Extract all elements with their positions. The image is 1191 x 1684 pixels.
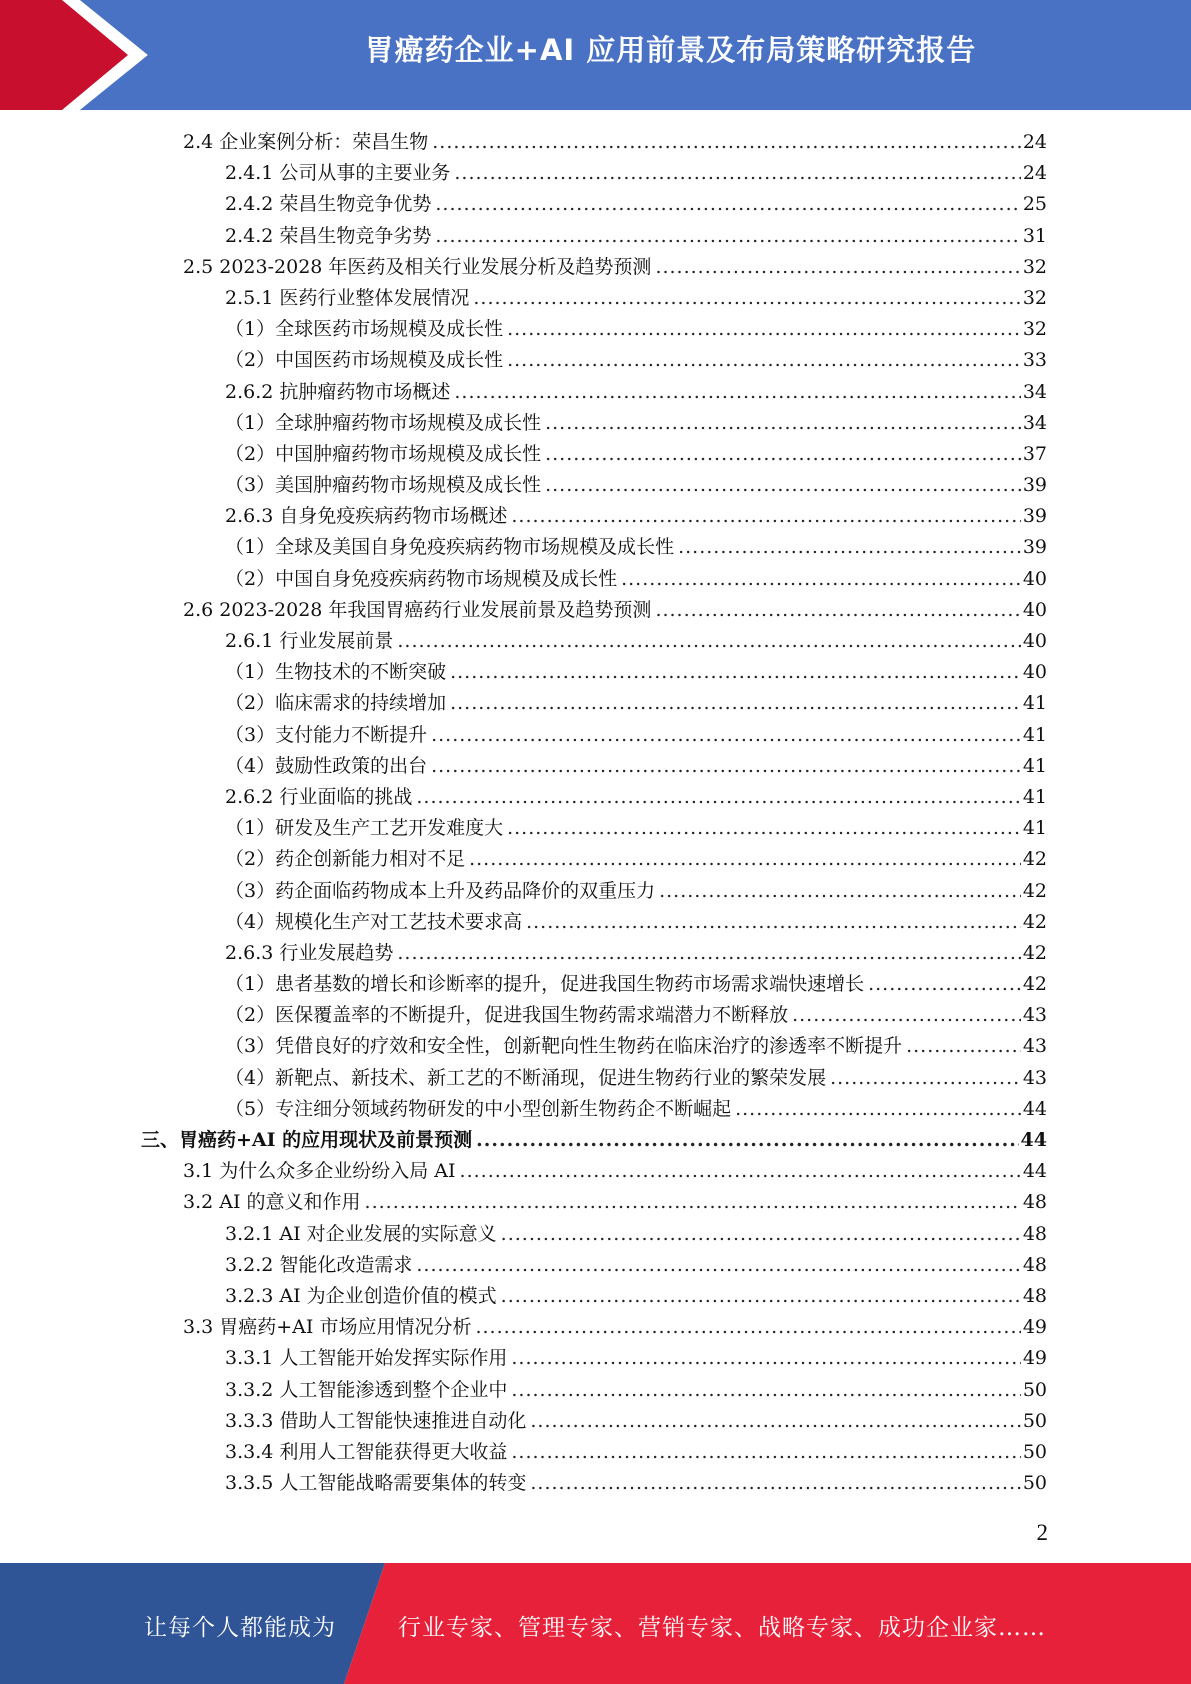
toc-entry-page: 39 bbox=[1022, 536, 1047, 559]
toc-entry-label: 3.2 AI 的意义和作用 bbox=[183, 1191, 361, 1214]
toc-entry-label: （3）支付能力不断提升 bbox=[225, 723, 428, 746]
report-title: 胃癌药企业+AI 应用前景及布局策略研究报告 bbox=[364, 33, 977, 67]
toc-entry-label: 3.3 胃癌药+AI 市场应用情况分析 bbox=[183, 1316, 472, 1339]
toc-entry-page: 42 bbox=[1022, 973, 1047, 996]
toc-dot-leader bbox=[432, 127, 1021, 158]
toc-dot-leader bbox=[906, 1031, 1021, 1062]
toc-entry-label: （5）专注细分领域药物研发的中小型创新生物药企不断崛起 bbox=[225, 1097, 732, 1120]
toc-entry-page: 34 bbox=[1022, 380, 1047, 403]
toc-dot-leader bbox=[397, 938, 1020, 969]
toc-entry[interactable] bbox=[0, 751, 1191, 782]
toc-dot-leader bbox=[475, 1312, 1020, 1343]
toc-entry[interactable] bbox=[0, 688, 1191, 719]
toc-entry-label: 2.4.2 荣昌生物竞争劣势 bbox=[225, 224, 432, 247]
toc-entry[interactable] bbox=[0, 470, 1191, 501]
toc-entry-page: 40 bbox=[1022, 630, 1047, 652]
toc-dot-leader bbox=[511, 501, 1020, 532]
toc-entry[interactable] bbox=[0, 657, 1191, 688]
toc-dot-leader bbox=[545, 470, 1021, 501]
toc-dot-leader bbox=[735, 1094, 1021, 1125]
toc-entry[interactable] bbox=[0, 1250, 1191, 1281]
toc-entry-label: （1）全球医药市场规模及成长性 bbox=[225, 318, 504, 341]
toc-entry-page: 48 bbox=[1022, 1191, 1047, 1214]
toc-entry-label: 2.6 2023-2028 年我国胃癌药行业发展前景及趋势预测 bbox=[183, 598, 652, 621]
toc-entry[interactable] bbox=[0, 844, 1191, 875]
toc-dot-leader bbox=[792, 1000, 1021, 1031]
toc-entry[interactable] bbox=[0, 189, 1191, 220]
table-of-contents bbox=[0, 127, 1191, 1499]
toc-entry[interactable] bbox=[0, 720, 1191, 751]
toc-entry-page: 37 bbox=[1022, 442, 1047, 465]
toc-entry-label: （3）美国肿瘤药物市场规模及成长性 bbox=[225, 474, 542, 497]
toc-entry-page: 49 bbox=[1022, 1347, 1047, 1370]
toc-entry-page: 41 bbox=[1022, 785, 1047, 808]
toc-dot-leader bbox=[476, 1125, 1018, 1156]
toc-entry[interactable] bbox=[0, 626, 1191, 657]
toc-entry[interactable] bbox=[0, 938, 1191, 969]
toc-dot-leader bbox=[397, 626, 1020, 657]
toc-entry-label: 2.6.2 抗肿瘤药物市场概述 bbox=[225, 380, 451, 403]
toc-entry-page: 40 bbox=[1022, 661, 1047, 684]
toc-entry-label: 2.6.3 自身免疫疾病药物市场概述 bbox=[225, 505, 508, 528]
toc-entry-page: 41 bbox=[1022, 692, 1047, 715]
toc-dot-leader bbox=[469, 844, 1021, 875]
toc-entry[interactable] bbox=[0, 595, 1191, 626]
toc-entry-page: 43 bbox=[1022, 1066, 1047, 1089]
toc-entry[interactable] bbox=[0, 907, 1191, 938]
toc-dot-leader bbox=[507, 813, 1021, 844]
toc-entry[interactable] bbox=[0, 501, 1191, 532]
toc-entry-label: 三、胃癌药+AI 的应用现状及前景预测 bbox=[141, 1129, 473, 1151]
toc-entry-label: 3.3.3 借助人工智能快速推进自动化 bbox=[225, 1409, 527, 1432]
toc-entry-label: （3）药企面临药物成本上升及药品降价的双重压力 bbox=[225, 879, 656, 902]
toc-entry-page: 48 bbox=[1022, 1222, 1047, 1245]
toc-entry-page: 50 bbox=[1022, 1440, 1047, 1463]
toc-entry[interactable] bbox=[0, 564, 1191, 595]
toc-entry-label: （1）全球及美国自身免疫疾病药物市场规模及成长性 bbox=[225, 536, 675, 559]
toc-entry-label: 3.3.4 利用人工智能获得更大收益 bbox=[225, 1440, 508, 1463]
toc-dot-leader bbox=[431, 720, 1021, 751]
toc-entry-label: （2）临床需求的持续增加 bbox=[225, 692, 447, 715]
toc-dot-leader bbox=[511, 1343, 1020, 1374]
toc-dot-leader bbox=[511, 1437, 1020, 1468]
toc-entry[interactable] bbox=[0, 158, 1191, 189]
toc-dot-leader bbox=[501, 1219, 1021, 1250]
toc-entry-label: 2.6.1 行业发展前景 bbox=[225, 630, 394, 652]
toc-entry[interactable] bbox=[0, 532, 1191, 563]
toc-entry-page: 42 bbox=[1022, 941, 1047, 964]
toc-dot-leader bbox=[511, 1375, 1020, 1406]
toc-entry-label: 3.3.2 人工智能渗透到整个企业中 bbox=[225, 1378, 508, 1401]
toc-entry-label: 2.4.2 荣昌生物竞争优势 bbox=[225, 193, 432, 216]
footer-slogan-right: 行业专家、管理专家、营销专家、战略专家、成功企业家…… bbox=[398, 1615, 1046, 1641]
toc-dot-leader bbox=[507, 314, 1021, 345]
toc-entry-page: 43 bbox=[1022, 1035, 1047, 1058]
toc-entry[interactable] bbox=[0, 1312, 1191, 1343]
toc-entry-page: 42 bbox=[1022, 848, 1047, 871]
toc-entry-label: （2）中国肿瘤药物市场规模及成长性 bbox=[225, 442, 542, 465]
toc-entry[interactable] bbox=[0, 1468, 1191, 1499]
toc-entry-label: （1）生物技术的不断突破 bbox=[225, 661, 447, 684]
toc-dot-leader bbox=[435, 221, 1020, 252]
toc-dot-leader bbox=[435, 189, 1020, 220]
toc-entry-label: 3.2.3 AI 为企业创造价值的模式 bbox=[225, 1284, 497, 1307]
toc-entry[interactable] bbox=[0, 1031, 1191, 1062]
toc-dot-leader bbox=[454, 377, 1020, 408]
toc-entry[interactable] bbox=[0, 221, 1191, 252]
toc-entry[interactable] bbox=[0, 283, 1191, 314]
toc-entry-page: 44 bbox=[1020, 1129, 1047, 1151]
toc-entry[interactable] bbox=[0, 439, 1191, 470]
toc-entry-page: 32 bbox=[1022, 286, 1047, 309]
toc-entry-page: 40 bbox=[1022, 567, 1047, 590]
page-footer bbox=[0, 1563, 1191, 1684]
toc-entry[interactable] bbox=[0, 1375, 1191, 1406]
toc-entry-page: 48 bbox=[1022, 1253, 1047, 1276]
toc-entry-page: 24 bbox=[1022, 131, 1047, 153]
toc-entry-label: （4）规模化生产对工艺技术要求高 bbox=[225, 910, 523, 933]
toc-entry-page: 50 bbox=[1022, 1378, 1047, 1401]
toc-entry-page: 31 bbox=[1022, 224, 1047, 247]
toc-dot-leader bbox=[365, 1187, 1021, 1218]
toc-entry-page: 44 bbox=[1022, 1097, 1047, 1120]
toc-dot-leader bbox=[830, 1063, 1021, 1094]
toc-entry-page: 50 bbox=[1022, 1409, 1047, 1432]
toc-entry-label: 2.5 2023-2028 年医药及相关行业发展分析及趋势预测 bbox=[183, 255, 652, 278]
toc-entry-page: 41 bbox=[1022, 754, 1047, 777]
toc-entry[interactable] bbox=[0, 345, 1191, 376]
toc-dot-leader bbox=[450, 688, 1021, 719]
toc-entry-label: （1）全球肿瘤药物市场规模及成长性 bbox=[225, 411, 542, 434]
toc-entry-label: （2）药企创新能力相对不足 bbox=[225, 848, 466, 871]
toc-entry[interactable] bbox=[0, 1281, 1191, 1312]
toc-entry-page: 34 bbox=[1022, 411, 1047, 434]
toc-entry-label: （2）医保覆盖率的不断提升，促进我国生物药需求端潜力不断释放 bbox=[225, 1004, 789, 1027]
toc-dot-leader bbox=[530, 1406, 1020, 1437]
toc-entry-label: 3.3.5 人工智能战略需要集体的转变 bbox=[225, 1472, 527, 1495]
toc-entry-label: 2.4 企业案例分析：荣昌生物 bbox=[183, 131, 429, 153]
toc-dot-leader bbox=[416, 1250, 1020, 1281]
toc-dot-leader bbox=[460, 1156, 1021, 1187]
toc-entry-page: 40 bbox=[1022, 598, 1047, 621]
toc-dot-leader bbox=[545, 408, 1021, 439]
toc-entry-label: 2.5.1 医药行业整体发展情况 bbox=[225, 286, 470, 309]
toc-entry[interactable] bbox=[0, 377, 1191, 408]
toc-entry[interactable] bbox=[0, 1063, 1191, 1094]
toc-dot-leader bbox=[526, 907, 1021, 938]
toc-entry-label: 2.6.3 行业发展趋势 bbox=[225, 941, 394, 964]
toc-entry-page: 33 bbox=[1022, 349, 1047, 372]
toc-entry-page: 32 bbox=[1022, 255, 1047, 278]
toc-dot-leader bbox=[659, 876, 1021, 907]
toc-entry-label: （2）中国医药市场规模及成长性 bbox=[225, 349, 504, 372]
toc-entry[interactable] bbox=[0, 127, 1191, 158]
toc-dot-leader bbox=[501, 1281, 1021, 1312]
toc-entry-page: 32 bbox=[1022, 318, 1047, 341]
toc-entry[interactable] bbox=[0, 813, 1191, 844]
toc-entry[interactable] bbox=[0, 314, 1191, 345]
toc-dot-leader bbox=[545, 439, 1021, 470]
toc-entry[interactable] bbox=[0, 1156, 1191, 1187]
toc-entry-label: 3.3.1 人工智能开始发挥实际作用 bbox=[225, 1347, 508, 1370]
toc-entry-page: 39 bbox=[1022, 505, 1047, 528]
page-header bbox=[0, 0, 1191, 110]
toc-entry-label: （4）新靶点、新技术、新工艺的不断涌现，促进生物药行业的繁荣发展 bbox=[225, 1066, 827, 1089]
footer-slogan-left: 让每个人都能成为 bbox=[144, 1615, 336, 1641]
toc-entry-page: 39 bbox=[1022, 474, 1047, 497]
toc-entry-page: 43 bbox=[1022, 1004, 1047, 1027]
toc-dot-leader bbox=[678, 532, 1021, 563]
toc-entry-label: 2.4.1 公司从事的主要业务 bbox=[225, 162, 451, 185]
toc-dot-leader bbox=[454, 158, 1020, 189]
toc-entry-label: （2）中国自身免疫疾病药物市场规模及成长性 bbox=[225, 567, 618, 590]
toc-entry-label: 3.1 为什么众多企业纷纷入局 AI bbox=[183, 1160, 456, 1183]
toc-entry[interactable] bbox=[0, 1187, 1191, 1218]
toc-dot-leader bbox=[868, 969, 1021, 1000]
toc-entry-page: 48 bbox=[1022, 1284, 1047, 1307]
toc-entry[interactable] bbox=[0, 1125, 1191, 1156]
toc-entry-label: 3.2.1 AI 对企业发展的实际意义 bbox=[225, 1222, 497, 1245]
toc-dot-leader bbox=[473, 283, 1020, 314]
toc-entry-page: 42 bbox=[1022, 910, 1047, 933]
toc-entry[interactable] bbox=[0, 1406, 1191, 1437]
page-number: 2 bbox=[1036, 1520, 1048, 1545]
toc-entry-page: 25 bbox=[1022, 193, 1047, 216]
toc-entry-label: （1）研发及生产工艺开发难度大 bbox=[225, 817, 504, 840]
toc-dot-leader bbox=[530, 1468, 1020, 1499]
toc-entry-page: 44 bbox=[1022, 1160, 1047, 1183]
toc-entry[interactable] bbox=[0, 782, 1191, 813]
toc-dot-leader bbox=[621, 564, 1021, 595]
toc-dot-leader bbox=[655, 252, 1020, 283]
toc-entry[interactable] bbox=[0, 1343, 1191, 1374]
toc-entry-label: 3.2.2 智能化改造需求 bbox=[225, 1253, 413, 1276]
toc-entry[interactable] bbox=[0, 1437, 1191, 1468]
toc-entry-page: 41 bbox=[1022, 723, 1047, 746]
toc-dot-leader bbox=[655, 595, 1020, 626]
toc-dot-leader bbox=[416, 782, 1020, 813]
toc-dot-leader bbox=[431, 751, 1021, 782]
toc-entry-label: 2.6.2 行业面临的挑战 bbox=[225, 785, 413, 808]
toc-entry[interactable] bbox=[0, 1000, 1191, 1031]
toc-entry[interactable] bbox=[0, 876, 1191, 907]
toc-entry-page: 49 bbox=[1022, 1316, 1047, 1339]
toc-entry-label: （1）患者基数的增长和诊断率的提升，促进我国生物药市场需求端快速增长 bbox=[225, 973, 865, 996]
toc-entry-page: 42 bbox=[1022, 879, 1047, 902]
toc-entry-page: 50 bbox=[1022, 1472, 1047, 1495]
toc-dot-leader bbox=[507, 345, 1021, 376]
toc-entry-page: 41 bbox=[1022, 817, 1047, 840]
toc-entry-label: （4）鼓励性政策的出台 bbox=[225, 754, 428, 777]
toc-entry[interactable] bbox=[0, 1219, 1191, 1250]
toc-entry-page: 24 bbox=[1022, 162, 1047, 185]
toc-entry[interactable] bbox=[0, 1094, 1191, 1125]
toc-entry-label: （3）凭借良好的疗效和安全性，创新靶向性生物药在临床治疗的渗透率不断提升 bbox=[225, 1035, 903, 1058]
toc-entry[interactable] bbox=[0, 408, 1191, 439]
toc-entry[interactable] bbox=[0, 969, 1191, 1000]
toc-dot-leader bbox=[450, 657, 1021, 688]
toc-entry[interactable] bbox=[0, 252, 1191, 283]
